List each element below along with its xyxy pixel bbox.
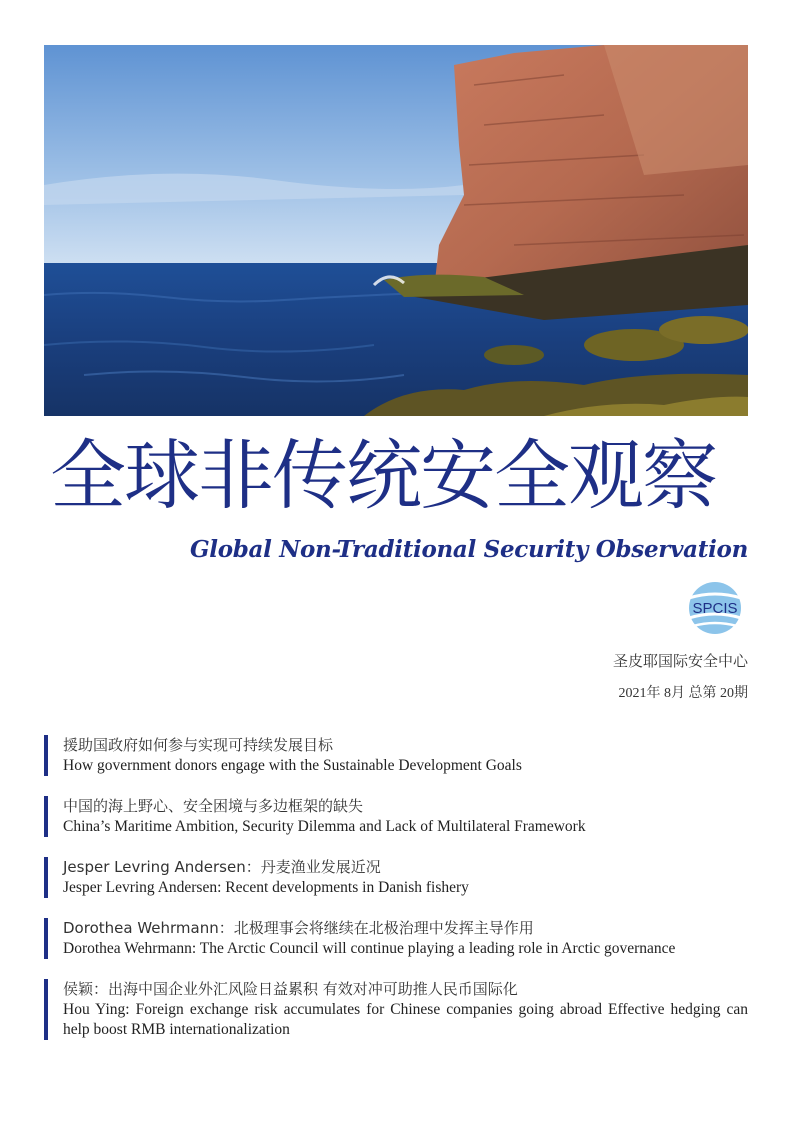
- coastal-cliff-image: [44, 45, 748, 416]
- organization-name: 圣皮耶国际安全中心: [612, 652, 748, 670]
- toc-title-en: Hou Ying: Foreign exchange risk accumulates for Chinese companies going abroad Effective hedging can help boost RMB internationalization: [63, 1001, 748, 1038]
- table-of-contents: [44, 735, 748, 1060]
- toc-title-cn: 中国的海上野心、安全困境与多边框架的缺失: [63, 797, 364, 815]
- toc-item[interactable]: [44, 979, 748, 1040]
- toc-title-en: China’s Maritime Ambition, Security Dilemma and Lack of Multilateral Framework: [63, 818, 586, 835]
- toc-title-cn: Jesper Levring Andersen：丹麦渔业发展近况: [63, 858, 381, 876]
- toc-item[interactable]: [44, 918, 748, 959]
- toc-item[interactable]: [44, 796, 748, 837]
- toc-title-en: Dorothea Wehrmann: The Arctic Council will continue playing a leading role in Arctic governance: [63, 940, 676, 957]
- title-chinese: 全球非传统安全观察: [50, 431, 716, 520]
- logo-text: SPCIS: [692, 600, 738, 617]
- toc-title-cn: Dorothea Wehrmann：北极理事会将继续在北极治理中发挥主导作用: [63, 919, 534, 937]
- toc-title-en: Jesper Levring Andersen: Recent developments in Danish fishery: [63, 879, 469, 896]
- cover-photo: [44, 45, 748, 416]
- toc-item[interactable]: [44, 735, 748, 776]
- toc-title-cn: 援助国政府如何参与实现可持续发展目标: [63, 736, 334, 754]
- spcis-logo: [683, 580, 747, 636]
- title-english: Global Non-Traditional Security Observation: [189, 536, 748, 563]
- toc-title-en: How government donors engage with the Sustainable Development Goals: [63, 757, 522, 774]
- toc-item[interactable]: [44, 857, 748, 898]
- issue-info: 2021年 8月 总第 20期: [618, 686, 748, 701]
- toc-title-cn: 侯颖：出海中国企业外汇风险日益累积 有效对冲可助推人民币国际化: [63, 980, 518, 998]
